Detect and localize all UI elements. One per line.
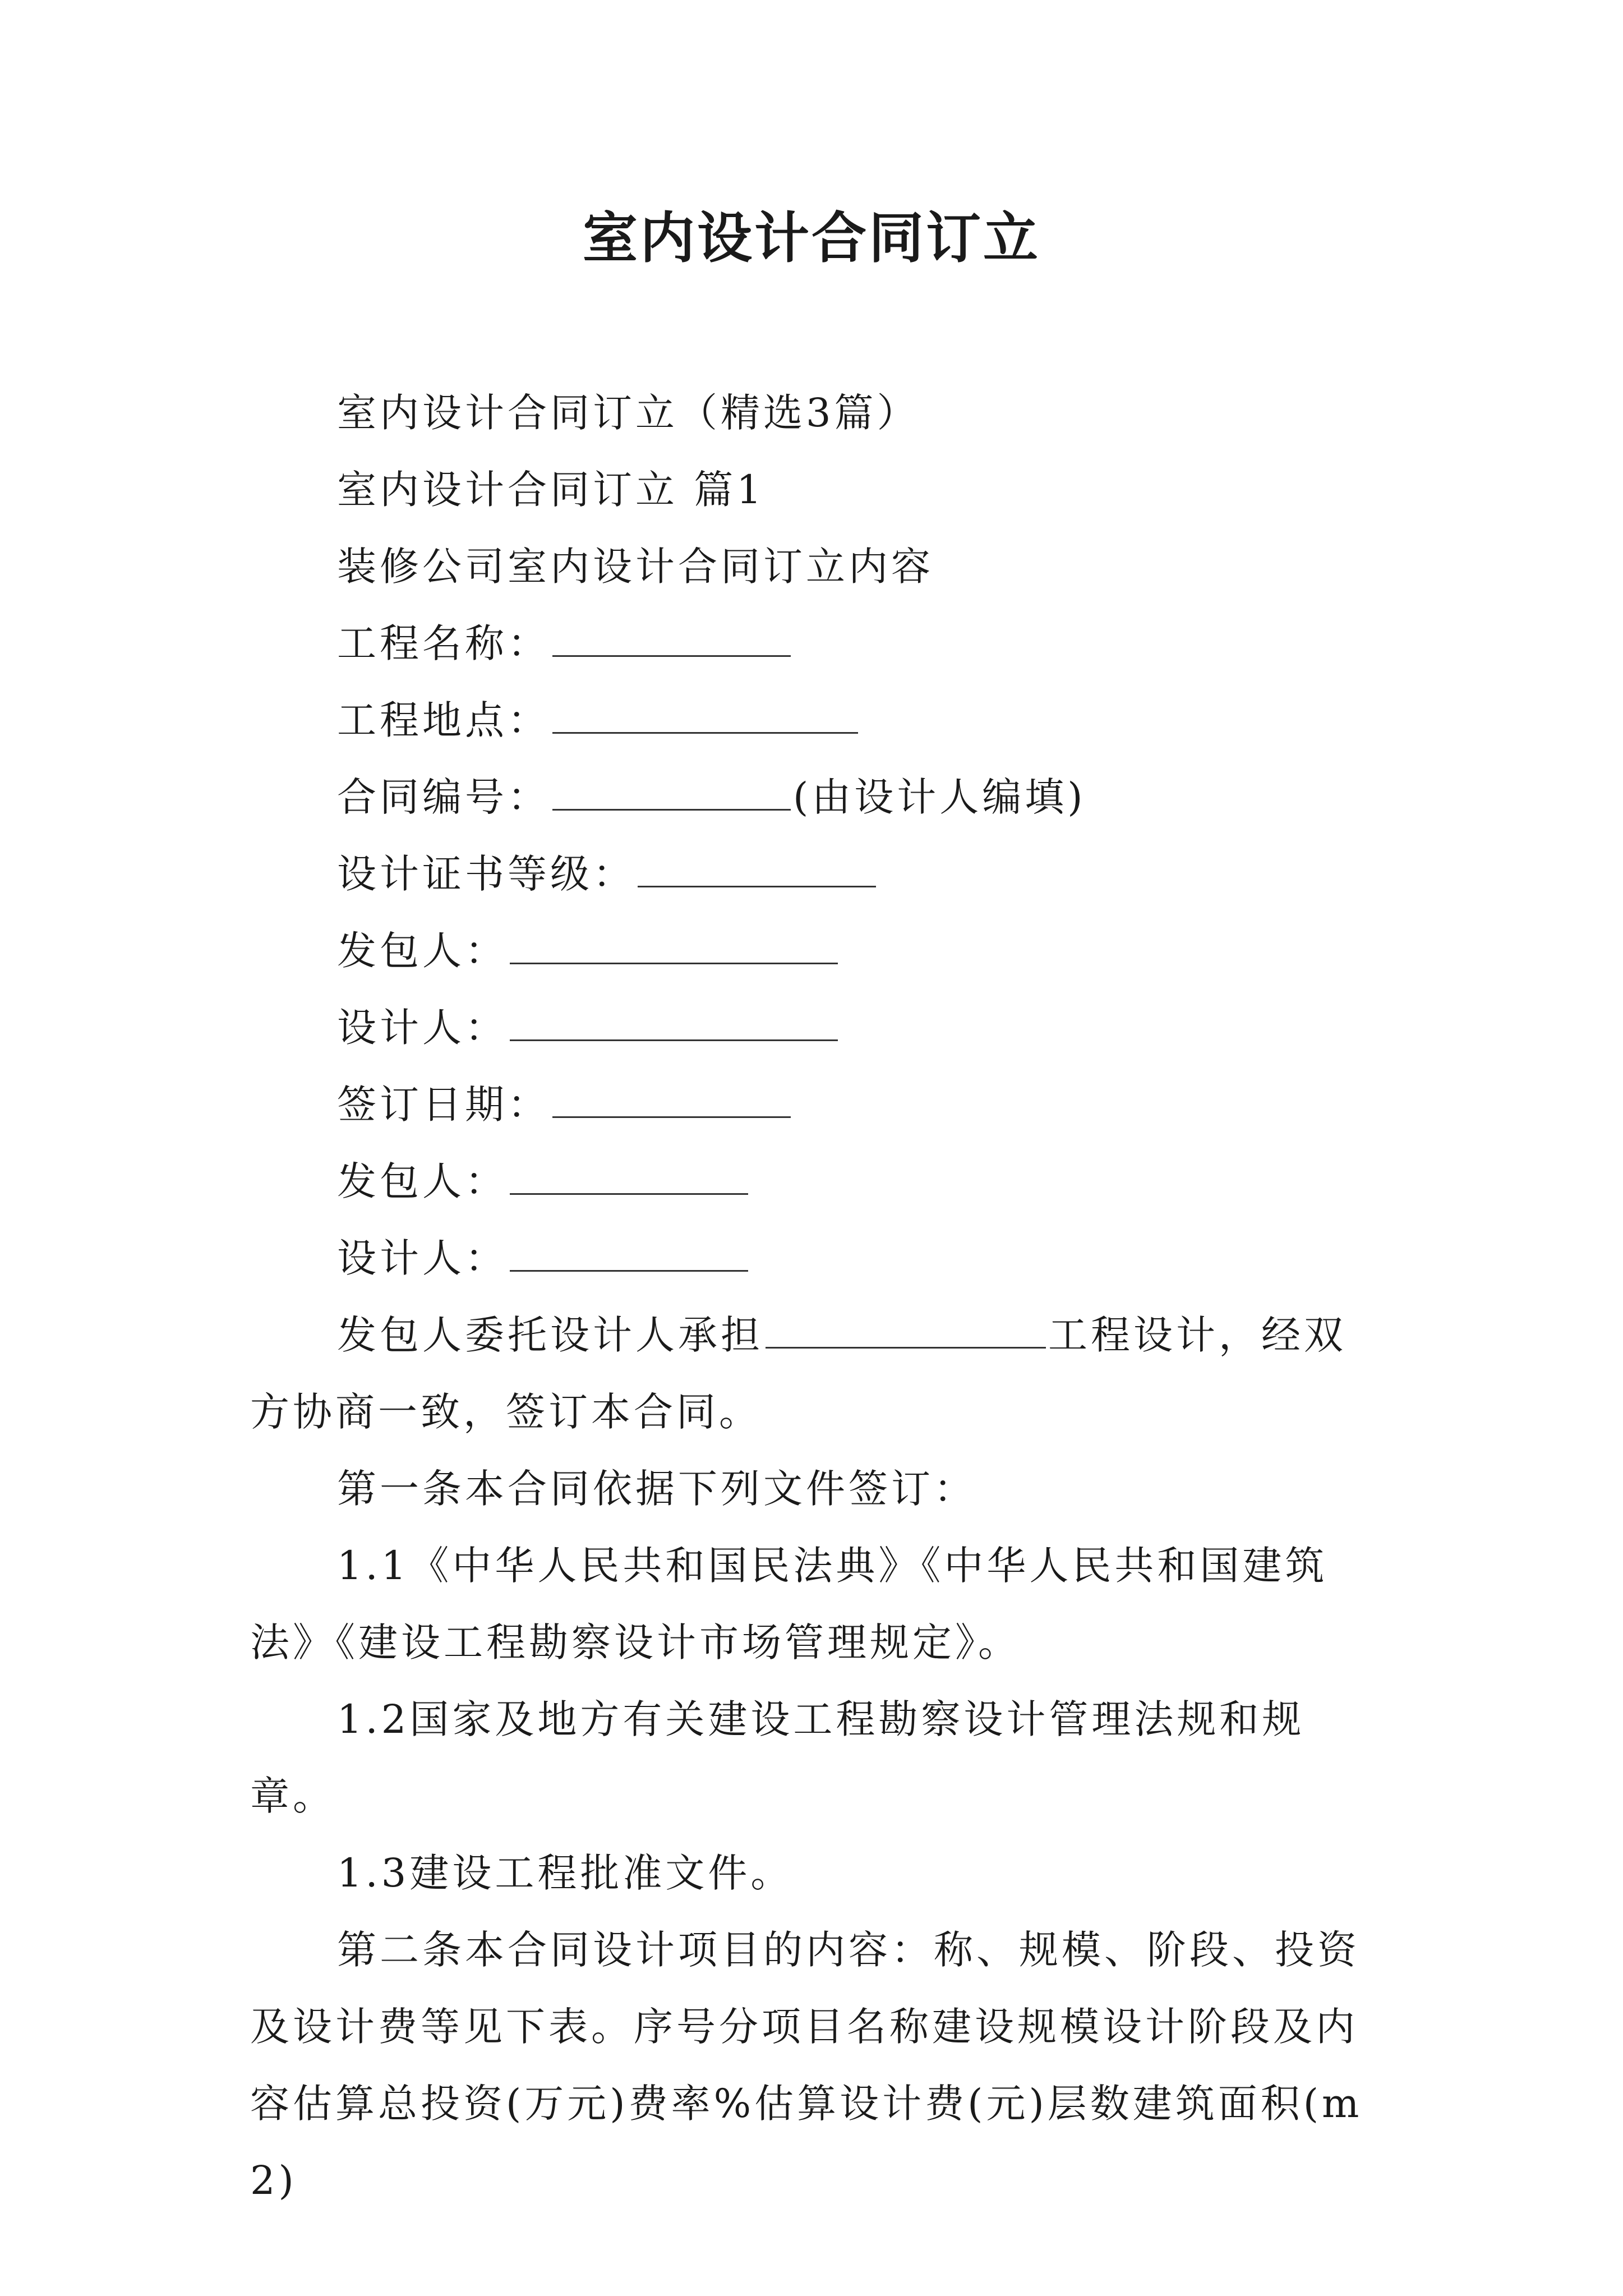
field-label: 设计人： — [337, 1005, 508, 1051]
field-label: 签订日期： — [337, 1082, 550, 1128]
blank-line — [510, 1236, 748, 1272]
field-label: 工程地点： — [337, 697, 550, 743]
field-employer — [250, 913, 1377, 990]
field-label: 合同编号： — [337, 774, 550, 820]
field-label: 发包人： — [337, 928, 508, 974]
field-project-name — [250, 605, 1377, 682]
paragraph-entrust — [250, 1297, 1377, 1451]
line-subtitle: 室内设计合同订立（精选3篇） — [337, 390, 920, 436]
blank-line — [552, 1083, 791, 1118]
article-1-2: 1.2国家及地方有关建设工程勘察设计管理法规和规章。 — [250, 1696, 1305, 1819]
blank-line — [552, 775, 791, 811]
article-1-1: 1.1《中华人民共和国民法典》《中华人民共和国建筑法》《建设工程勘察设计市场管理规定》。 — [250, 1543, 1328, 1665]
field-note: (由设计人编填) — [793, 774, 1086, 820]
blank-line — [552, 622, 791, 657]
field-sign-date — [250, 1066, 1377, 1143]
field-contract-number — [250, 759, 1377, 836]
field-label: 设计人： — [337, 1235, 508, 1281]
field-label: 设计证书等级： — [337, 851, 635, 897]
document-title: 室内设计合同订立 — [582, 206, 1040, 270]
field-label: 工程名称： — [337, 620, 550, 666]
document-body — [250, 375, 1377, 2219]
field-employer-2 — [250, 1143, 1377, 1220]
field-designer-2 — [250, 1220, 1377, 1297]
paragraph-text: 工程设计，经双方协商一致，签订本合同。 — [250, 1312, 1347, 1435]
blank-line — [510, 1006, 838, 1041]
line-section-1: 室内设计合同订立 篇1 — [337, 467, 765, 513]
field-designer — [250, 990, 1377, 1066]
field-project-location — [250, 682, 1377, 759]
blank-line — [766, 1313, 1046, 1349]
field-label: 发包人： — [337, 1158, 508, 1204]
article-1-3: 1.3建设工程批准文件。 — [337, 1850, 794, 1896]
blank-line — [552, 698, 858, 734]
paragraph-text: 发包人委托设计人承担 — [337, 1312, 763, 1358]
article-2: 第二条本合同设计项目的内容：称、规模、阶段、投资及设计费等见下表。序号分项目名称建设规模设计阶段及内容估算总投资(万元)费率%估算设计费(元)层数建筑面积(m2) — [250, 1927, 1363, 2203]
blank-line — [510, 1159, 748, 1195]
blank-line — [510, 929, 838, 964]
field-certificate-grade — [250, 836, 1377, 913]
article-1: 第一条本合同依据下列文件签订： — [337, 1466, 976, 1512]
blank-line — [638, 852, 876, 887]
line-heading: 装修公司室内设计合同订立内容 — [337, 544, 934, 590]
